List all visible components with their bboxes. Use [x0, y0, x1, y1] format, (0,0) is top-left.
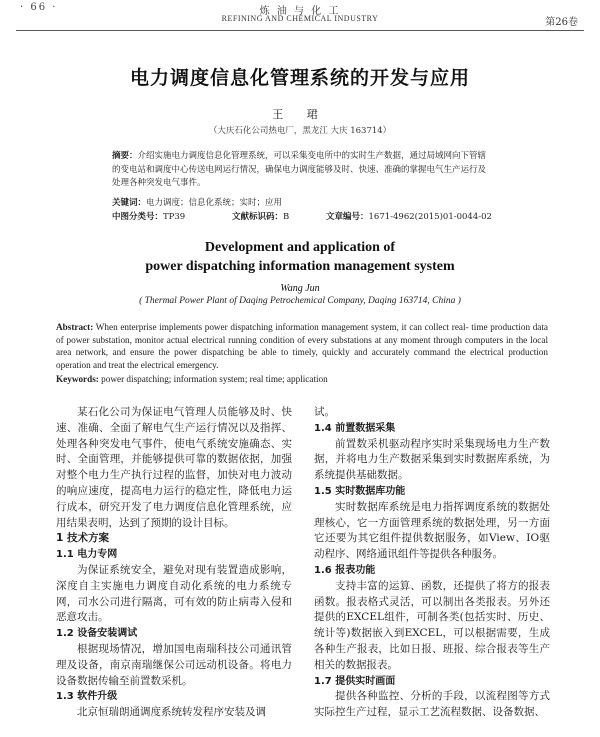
document-code: 文献标识码：B [232, 212, 290, 222]
header-rule [16, 30, 584, 31]
subsection-heading: 1.3 软件升级 [56, 691, 118, 703]
clc-number: 中图分类号：TP39 [112, 212, 186, 222]
subsection-heading: 1.5 实时数据库功能 [314, 485, 406, 497]
keywords-en-label: Keywords: [56, 374, 99, 384]
paragraph: 提供各种监控、分析的手段，以流程图等方式实际控生产过程，显示工艺流程数据、设备数据、 [314, 690, 550, 719]
paragraph-continued: 试。 [314, 406, 335, 418]
abstract-en-text: When enterprise implements power dispatching information management system, it can collect real- time production data of power substation, monitor actual electrical running condition of every substations at any moment through computers in the local area network, and ensure the power dispatching be able to timely, quickly and accurately command the electrical production operation and treat the electrical emergency. [56, 322, 548, 370]
keywords-en [56, 374, 328, 384]
section-heading: 1 技术方案 [56, 532, 109, 545]
paragraph: 根据现场情况，增加国电南瑞科技公司通讯管理及设备，南京南瑞继保公司远动机设备。将电力设备数据传输至前置数采机。 [56, 642, 292, 687]
subsection-heading: 1.4 前置数据采集 [314, 422, 396, 434]
abstract-en-label: Abstract: [56, 322, 94, 332]
abstract-cn [112, 150, 494, 191]
keywords-cn-text: 电力调度；信息化系统；实时；应用 [146, 198, 283, 208]
paper-title-cn: 电力调度信息化管理系统的开发与应用 [129, 67, 470, 89]
intro-paragraph: 某石化公司为保证电气管理人员能够及时、快速、准确、全面了解电气生产运行情况以及指挥、处理各种突发电气事件，使电气系统安施确态、实时、全面管理，并能够提供可靠的数据依据，加强对整个电力生产执行过程的监督，加快对电力波动的响应速度，提高电力运行的稳定性，降低电力运行成本，研究开发了电力调度信息化管理系统，应用结果表明，达到了预期的设计目标。 [56, 406, 292, 529]
affiliation-en: ( Thermal Power Plant of Daqing Petrochemical Company, Daqing 163714, China ) [139, 296, 461, 306]
body-column-left [56, 405, 292, 721]
body-column-right [314, 405, 550, 721]
paragraph: 实时数据库系统是电力指挥调度系统的数据处理核心，它一方面管理系统的数据处理，另一方面它还要为其它组件提供数据服务，如View、IO驱动程序、网络通讯组件等提供各种服务。 [314, 500, 550, 561]
paper-title-en [0, 238, 600, 276]
subsection-heading: 1.1 电力专网 [56, 549, 118, 561]
abstract-cn-label: 摘要： [112, 151, 138, 161]
subsection-heading: 1.7 提供实时画面 [314, 675, 396, 687]
paragraph: 为保证系统安全，避免对现有装置造成影响，深度自主实施电力调度自动化系统的电力系统专网，司水公司进行隔离，可有效的防止病毒入侵和恶意攻击。 [56, 563, 292, 624]
abstract-cn-text: 介绍实施电力调度信息化管理系统，可以采集变电所中的实时生产数据，通过局域网向下管辖的变电站和调度中心传送电网运行情况，确保电力调度能够及时、快速、准确的掌握电气生产运行及处理各种突发电气事件。 [112, 151, 487, 188]
subsection-heading: 1.6 报表功能 [314, 564, 376, 576]
keywords-cn-label: 关键词： [112, 198, 147, 208]
author-cn: 王 珺 [272, 108, 328, 121]
paragraph: 支持丰富的运算、函数，还提供了将方的报表函数。报表格式灵活，可以制出各类报表。另外还提供的EXCEL组件，可制各类(包括实时、历史、统计等)数据嵌入到EXCEL，可以根据需要，生成各种生产报表，比如日报、班报、综合报表等生产相关的数据报表。 [314, 579, 550, 671]
article-number: 文章编号：1671-4962(2015)01-0044-02 [326, 212, 492, 222]
title-en-line1: Development and application of [204, 240, 396, 255]
affiliation-cn: （大庆石化公司热电厂，黑龙江 大庆 163714） [208, 126, 392, 136]
paragraph: 北京恒瑞朗通调度系统转发程序安装及调 [77, 706, 266, 719]
abstract-en [56, 321, 548, 371]
title-en-line2: power dispatching information management system [145, 259, 455, 274]
keywords-cn [112, 196, 282, 208]
paragraph: 前置数采机驱动程序实时采集现场电力生产数据，并将电力生产数据采集到实时数据库系统，为系统提供基础数据。 [314, 437, 550, 482]
volume-label: 第26卷 [545, 17, 578, 28]
journal-name-en: REFINING AND CHEMICAL INDUSTRY [221, 14, 379, 23]
page-number: · 66 · [20, 2, 58, 13]
journal-name-cn: 炼 油 与 化 工 [259, 6, 341, 17]
keywords-en-text: power dispatching; information system; real time; application [98, 374, 328, 384]
subsection-heading: 1.2 设备安装调试 [56, 628, 138, 640]
author-en: Wang Jun [280, 283, 320, 294]
